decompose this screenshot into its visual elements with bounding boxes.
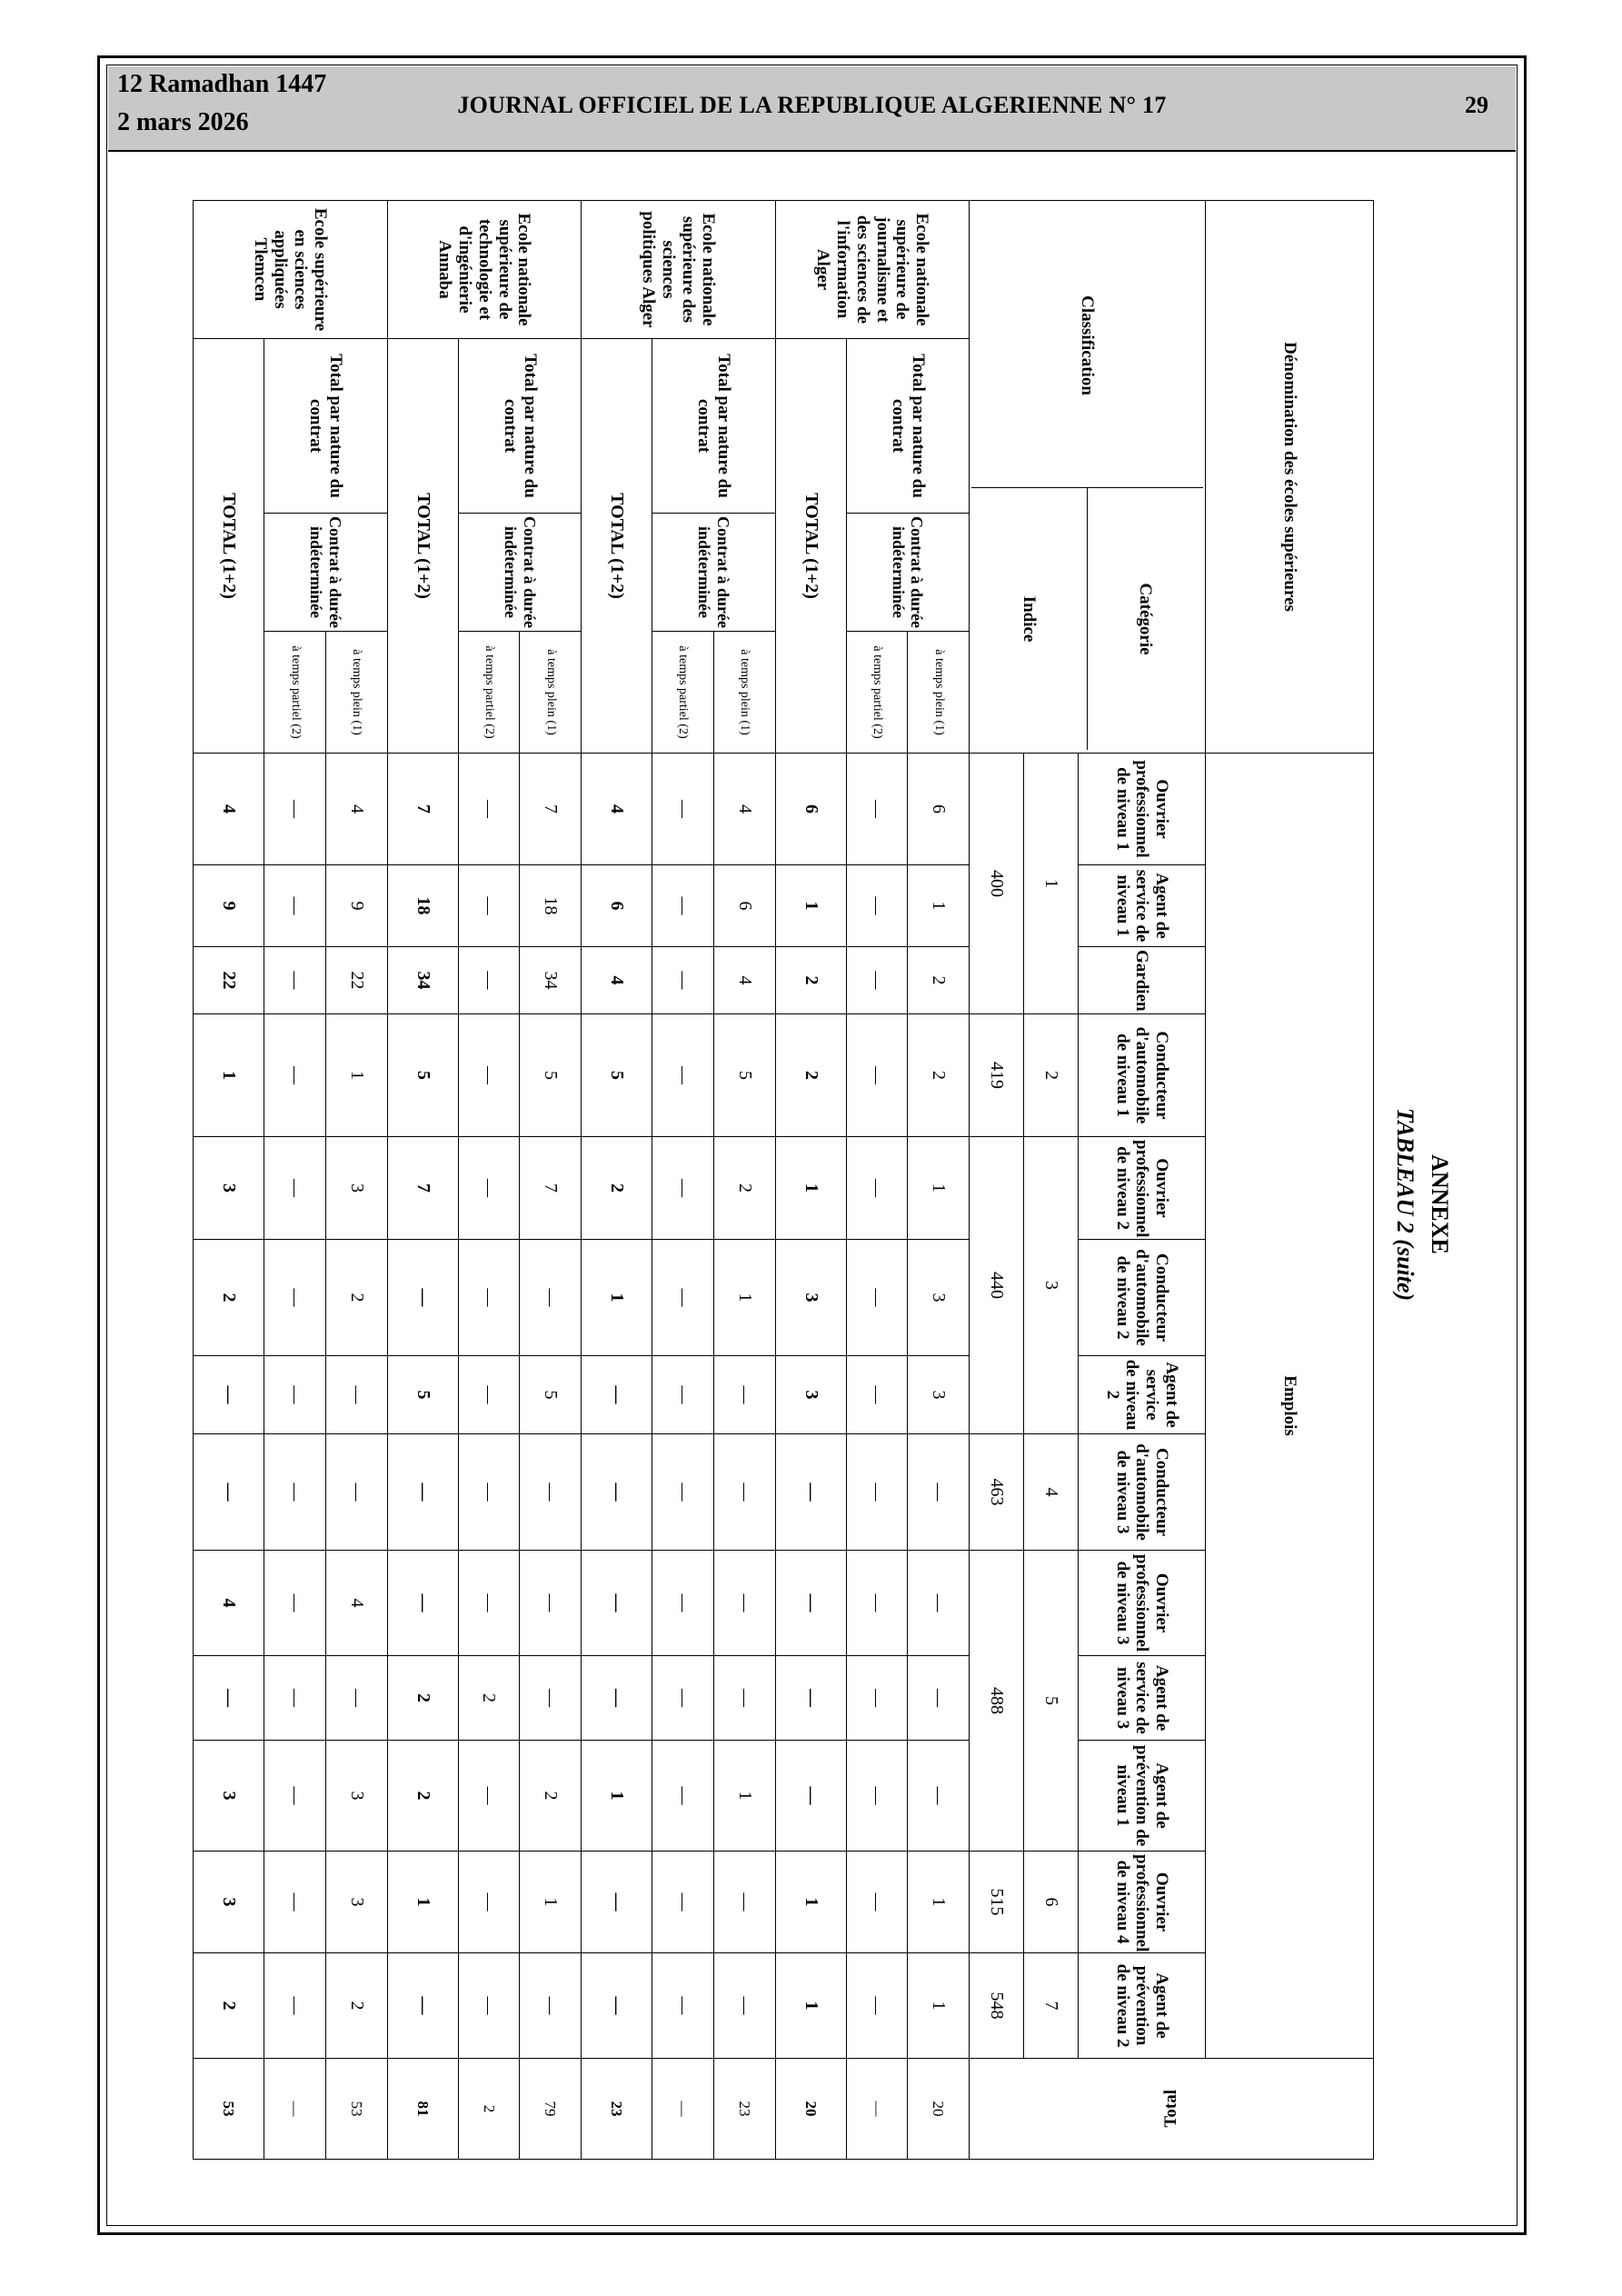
partiel-label: à temps partiel (2) [264, 632, 326, 754]
value-cell: 22 [325, 947, 387, 1014]
value-cell: — [652, 1953, 714, 2059]
total-value-cell: 1 [582, 1741, 652, 1852]
total-value-cell: 1 [775, 1852, 846, 1953]
emploi-header: Conducteur d'automobile de niveau 1 [1079, 1014, 1206, 1137]
emploi-header: Conducteur d'automobile de niveau 3 [1079, 1434, 1206, 1551]
value-cell: 7 [520, 1137, 582, 1240]
total-value-cell: 4 [582, 947, 652, 1014]
total-value-cell: 6 [582, 865, 652, 947]
total-value-cell: — [582, 1551, 652, 1656]
header-date-gregorian: 2 mars 2026 [117, 108, 249, 136]
total-value-cell: 2 [775, 1014, 846, 1137]
nature-label: Total par nature du contrat [846, 339, 969, 514]
value-cell: 2 [520, 1741, 582, 1852]
value-cell: 2 [908, 947, 970, 1014]
plein-label: à temps plein (1) [713, 632, 775, 754]
total-value-cell: 3 [194, 1741, 264, 1852]
emploi-header: Ouvrier professionnel de niveau 3 [1079, 1551, 1206, 1656]
emploi-header: Ouvrier professionnel de niveau 1 [1079, 754, 1206, 865]
value-cell: — [908, 1551, 970, 1656]
value-cell: — [264, 1852, 326, 1953]
total-value-cell: 2 [194, 1953, 264, 2059]
value-cell: — [652, 1014, 714, 1137]
value-cell: — [846, 865, 908, 947]
row-total-cell: 53 [325, 2059, 387, 2160]
grand-total-cell: 81 [387, 2059, 458, 2160]
value-cell: — [458, 1356, 520, 1434]
value-cell: — [846, 1741, 908, 1852]
row-total-cell: — [846, 2059, 908, 2160]
total-value-cell: 2 [775, 947, 846, 1014]
value-cell: — [908, 1434, 970, 1551]
total-value-cell: 5 [387, 1014, 458, 1137]
total-value-cell: 34 [387, 947, 458, 1014]
total-value-cell: 7 [387, 754, 458, 865]
value-cell: 1 [908, 1953, 970, 2059]
value-cell: — [264, 1656, 326, 1741]
value-cell: 2 [458, 1656, 520, 1741]
total-value-cell: 4 [194, 754, 264, 865]
school-name: Ecole supérieure en sciences appliquées Tlemcen [194, 201, 388, 339]
value-cell: — [908, 1656, 970, 1741]
total-value-cell: — [582, 1852, 652, 1953]
category-cell: 1 [1024, 754, 1079, 1014]
value-cell: — [458, 1953, 520, 2059]
total-value-cell: — [775, 1434, 846, 1551]
total-value-cell: — [775, 1741, 846, 1852]
value-cell: 4 [325, 754, 387, 865]
row-total-cell: — [264, 2059, 326, 2160]
value-cell: — [652, 1356, 714, 1434]
value-cell: — [652, 1551, 714, 1656]
emploi-header: Gardien [1079, 947, 1206, 1014]
value-cell: 3 [325, 1741, 387, 1852]
contrat-label: Contrat à durée indéterminée [652, 514, 775, 632]
value-cell: — [520, 1240, 582, 1356]
head-denomination: Dénomination des écoles supérieures [1206, 201, 1374, 754]
head-classification-label: Classification [971, 204, 1203, 488]
emploi-header: Agent de prévention de niveau 1 [1079, 1741, 1206, 1852]
value-cell: — [652, 865, 714, 947]
value-cell: — [458, 865, 520, 947]
value-cell: — [264, 1014, 326, 1137]
value-cell: 3 [325, 1137, 387, 1240]
emploi-header: Agent de service de niveau 2 [1079, 1356, 1206, 1434]
value-cell: — [325, 1434, 387, 1551]
total-value-cell: 1 [775, 1137, 846, 1240]
total-value-cell: 2 [387, 1741, 458, 1852]
value-cell: — [846, 754, 908, 865]
category-cell: 2 [1024, 1014, 1079, 1137]
value-cell: 1 [713, 1741, 775, 1852]
school-row-plein [520, 201, 582, 2160]
row-total-cell: 79 [520, 2059, 582, 2160]
annex-table-wrapper [193, 200, 1374, 2128]
school-row-plein [325, 201, 387, 2160]
grand-total-cell: 53 [194, 2059, 264, 2160]
total-value-cell: 2 [582, 1137, 652, 1240]
school-row-plein [713, 201, 775, 2160]
total-label: TOTAL (1+2) [775, 339, 846, 754]
nature-label: Total par nature du contrat [458, 339, 581, 514]
head-indice: Indice [1020, 595, 1040, 643]
school-row-plein [908, 201, 970, 2160]
emploi-header: Agent de service de niveau 1 [1079, 865, 1206, 947]
value-cell: — [652, 1852, 714, 1953]
value-cell: 1 [325, 1014, 387, 1137]
total-value-cell: — [387, 1434, 458, 1551]
value-cell: — [264, 1953, 326, 2059]
head-classification [970, 201, 1206, 754]
value-cell: 18 [520, 865, 582, 947]
total-value-cell: 3 [194, 1852, 264, 1953]
value-cell: — [264, 754, 326, 865]
total-value-cell: 5 [582, 1014, 652, 1137]
annexe-title: ANNEXE [1427, 1154, 1453, 1254]
grand-total-cell: 20 [775, 2059, 846, 2160]
value-cell: — [846, 1240, 908, 1356]
value-cell: — [458, 1434, 520, 1551]
value-cell: — [713, 1434, 775, 1551]
total-value-cell: — [582, 1356, 652, 1434]
value-cell: — [264, 1240, 326, 1356]
value-cell: 2 [908, 1014, 970, 1137]
total-value-cell: 4 [194, 1551, 264, 1656]
emploi-header: Ouvrier professionnel de niveau 4 [1079, 1852, 1206, 1953]
value-cell: 6 [908, 754, 970, 865]
value-cell: — [713, 1551, 775, 1656]
value-cell: — [264, 1137, 326, 1240]
value-cell: 4 [713, 947, 775, 1014]
value-cell: — [652, 1434, 714, 1551]
total-value-cell: — [194, 1656, 264, 1741]
value-cell: — [713, 1852, 775, 1953]
total-value-cell: 1 [387, 1852, 458, 1953]
value-cell: — [458, 1852, 520, 1953]
value-cell: — [652, 947, 714, 1014]
value-cell: 2 [713, 1137, 775, 1240]
total-value-cell: 5 [387, 1356, 458, 1434]
value-cell: — [264, 1356, 326, 1434]
value-cell: 3 [908, 1356, 970, 1434]
value-cell: 1 [908, 1137, 970, 1240]
value-cell: — [846, 1852, 908, 1953]
total-value-cell: 2 [387, 1656, 458, 1741]
value-cell: — [652, 1137, 714, 1240]
value-cell: 5 [520, 1356, 582, 1434]
value-cell: — [325, 1356, 387, 1434]
category-cell: 3 [1024, 1137, 1079, 1434]
value-cell: — [458, 1551, 520, 1656]
row-total-cell: — [652, 2059, 714, 2160]
total-value-cell: — [582, 1953, 652, 2059]
row-total-cell: 20 [908, 2059, 970, 2160]
value-cell: 1 [520, 1852, 582, 1953]
value-cell: 4 [713, 754, 775, 865]
total-value-cell: — [387, 1953, 458, 2059]
page-header [108, 66, 1516, 152]
head-categorie: Catégorie [1088, 488, 1204, 751]
indice-cell: 400 [970, 754, 1024, 1014]
value-cell: — [846, 947, 908, 1014]
value-cell: — [520, 1656, 582, 1741]
value-cell: 1 [713, 1240, 775, 1356]
value-cell: 1 [908, 865, 970, 947]
annexe-subtitle: TABLEAU 2 (suite) [1392, 1107, 1418, 1302]
value-cell: 5 [520, 1014, 582, 1137]
value-cell: 9 [325, 865, 387, 947]
total-value-cell: 7 [387, 1137, 458, 1240]
emploi-header: Ouvrier professionnel de niveau 2 [1079, 1137, 1206, 1240]
category-cell: 4 [1024, 1434, 1079, 1551]
plein-label: à temps plein (1) [325, 632, 387, 754]
head-emplois: Emplois [1206, 754, 1374, 2059]
emploi-header: Conducteur d'automobile de niveau 2 [1079, 1240, 1206, 1356]
value-cell: 2 [325, 1240, 387, 1356]
value-cell: — [846, 1137, 908, 1240]
value-cell: — [846, 1656, 908, 1741]
value-cell: 3 [325, 1852, 387, 1953]
total-value-cell: 1 [775, 865, 846, 947]
emploi-header: Agent de prévention de niveau 2 [1079, 1953, 1206, 2059]
row-total-cell: 2 [458, 2059, 520, 2160]
indice-cell: 548 [970, 1953, 1024, 2059]
value-cell: 5 [713, 1014, 775, 1137]
header-date-hijri: 12 Ramadhan 1447 [117, 70, 327, 98]
value-cell: — [652, 1741, 714, 1852]
total-value-cell: 4 [582, 754, 652, 865]
value-cell: — [264, 1741, 326, 1852]
value-cell: — [908, 1741, 970, 1852]
total-label: TOTAL (1+2) [582, 339, 652, 754]
indice-cell: 419 [970, 1014, 1024, 1137]
total-value-cell: — [194, 1356, 264, 1434]
total-value-cell: — [582, 1434, 652, 1551]
value-cell: — [652, 1656, 714, 1741]
indice-cell: 515 [970, 1852, 1024, 1953]
value-cell: 2 [325, 1953, 387, 2059]
indice-cell: 463 [970, 1434, 1024, 1551]
value-cell: — [458, 1741, 520, 1852]
category-cell: 5 [1024, 1551, 1079, 1852]
school-name: Ecole nationale supérieure de journalisme et des sciences de l'information Alger [775, 201, 969, 339]
value-cell: — [846, 1551, 908, 1656]
value-cell: — [846, 1356, 908, 1434]
total-value-cell: 6 [775, 754, 846, 865]
value-cell: — [846, 1434, 908, 1551]
value-cell: 6 [713, 865, 775, 947]
total-value-cell: — [582, 1656, 652, 1741]
value-cell: — [264, 865, 326, 947]
total-label: TOTAL (1+2) [194, 339, 264, 754]
total-value-cell: 1 [582, 1240, 652, 1356]
total-value-cell: 3 [775, 1356, 846, 1434]
school-name: Ecole nationale supérieure de technologie et d'ingénierie Annaba [387, 201, 581, 339]
school-name: Ecole nationale supérieure des sciences politiques Alger [582, 201, 775, 339]
category-cell: 7 [1024, 1953, 1079, 2059]
indice-cell: 488 [970, 1551, 1024, 1852]
total-value-cell: 22 [194, 947, 264, 1014]
partiel-label: à temps partiel (2) [652, 632, 714, 754]
total-value-cell: — [194, 1434, 264, 1551]
total-value-cell: — [387, 1551, 458, 1656]
row-total-cell: 23 [713, 2059, 775, 2160]
value-cell: — [846, 1953, 908, 2059]
value-cell: — [264, 947, 326, 1014]
school-row-total [582, 201, 652, 2160]
grand-total-cell: 23 [582, 2059, 652, 2160]
school-row-total [194, 201, 264, 2160]
value-cell: — [458, 1137, 520, 1240]
value-cell: — [520, 1551, 582, 1656]
total-value-cell: 9 [194, 865, 264, 947]
header-page-number: 29 [1465, 92, 1488, 118]
value-cell: — [264, 1434, 326, 1551]
emploi-header: Agent de service de niveau 3 [1079, 1656, 1206, 1741]
school-row-total [775, 201, 846, 2160]
partiel-label: à temps partiel (2) [846, 632, 908, 754]
annex-table [193, 200, 1374, 2160]
value-cell: — [458, 1240, 520, 1356]
value-cell: — [325, 1656, 387, 1741]
value-cell: — [520, 1434, 582, 1551]
indice-cell: 440 [970, 1137, 1024, 1434]
value-cell: — [713, 1656, 775, 1741]
value-cell: — [846, 1014, 908, 1137]
value-cell: — [713, 1356, 775, 1434]
total-label: TOTAL (1+2) [387, 339, 458, 754]
total-value-cell: — [387, 1240, 458, 1356]
contrat-label: Contrat à durée indéterminée [264, 514, 387, 632]
total-value-cell: 3 [775, 1240, 846, 1356]
value-cell: 3 [908, 1240, 970, 1356]
value-cell: — [713, 1953, 775, 2059]
value-cell: — [458, 947, 520, 1014]
total-value-cell: 2 [194, 1240, 264, 1356]
value-cell: 34 [520, 947, 582, 1014]
header-journal-title: JOURNAL OFFICIEL DE LA REPUBLIQUE ALGERIENNE N° 17 [457, 92, 1167, 118]
partiel-label: à temps partiel (2) [458, 632, 520, 754]
total-value-cell: — [775, 1656, 846, 1741]
total-value-cell: 3 [194, 1137, 264, 1240]
value-cell: — [652, 754, 714, 865]
value-cell: — [652, 1240, 714, 1356]
category-cell: 6 [1024, 1852, 1079, 1953]
total-value-cell: 1 [775, 1953, 846, 2059]
total-value-cell: — [775, 1551, 846, 1656]
plein-label: à temps plein (1) [520, 632, 582, 754]
value-cell: — [458, 754, 520, 865]
value-cell: 4 [325, 1551, 387, 1656]
school-row-total [387, 201, 458, 2160]
value-cell: 7 [520, 754, 582, 865]
value-cell: — [264, 1551, 326, 1656]
plein-label: à temps plein (1) [908, 632, 970, 754]
value-cell: — [520, 1953, 582, 2059]
value-cell: — [458, 1014, 520, 1137]
value-cell: 1 [908, 1852, 970, 1953]
total-value-cell: 18 [387, 865, 458, 947]
total-value-cell: 1 [194, 1014, 264, 1137]
head-total: Total [970, 2059, 1374, 2160]
contrat-label: Contrat à durée indéterminée [458, 514, 581, 632]
contrat-label: Contrat à durée indéterminée [846, 514, 969, 632]
nature-label: Total par nature du contrat [264, 339, 387, 514]
nature-label: Total par nature du contrat [652, 339, 775, 514]
